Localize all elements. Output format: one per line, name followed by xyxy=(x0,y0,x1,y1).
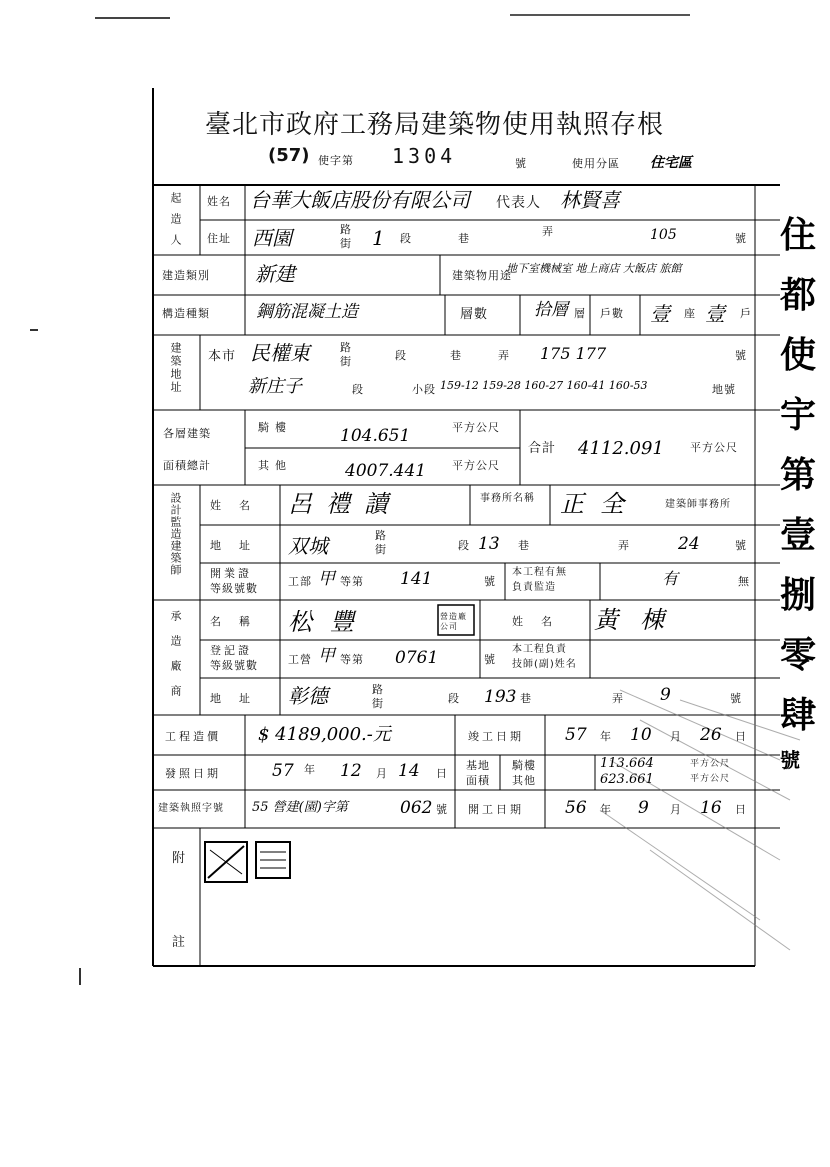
applicant-name-value: 台華大飯店股份有限公司 xyxy=(250,188,470,212)
building-use-value: 地下室機械室 地上商店 大飯店 旅館 xyxy=(506,262,682,275)
applicant-rep-label: 代表人 xyxy=(496,195,541,211)
contractor-lane-value: 193 xyxy=(484,687,517,707)
designer-lane-label: 巷 xyxy=(518,539,530,552)
start-day: 16 xyxy=(700,798,722,818)
zone-value: 住宅區 xyxy=(650,155,692,171)
applicant-addr-district: 西園 xyxy=(252,226,292,250)
blocks-unit: 座 xyxy=(684,307,696,320)
floors-unit: 層 xyxy=(574,307,586,320)
site-road-value: 民權東 xyxy=(250,341,310,365)
applicant-rep-value: 林賢喜 xyxy=(560,188,620,212)
applicant-section-label: 段 xyxy=(400,232,412,245)
issue-year: 57 xyxy=(272,761,294,781)
site-number-value: 175 177 xyxy=(540,344,607,363)
base-other-unit: 平方公尺 xyxy=(690,774,731,784)
designer-office-label: 事務所名稱 xyxy=(480,493,535,504)
designer-road-label: 路 xyxy=(375,529,387,542)
designer-office-value: 正全 xyxy=(560,490,640,518)
designer-license-grade-label: 等第 xyxy=(340,575,364,588)
completion-year-label: 年 xyxy=(600,730,612,743)
building-permit-value: 55 營建(園)字第 xyxy=(252,800,348,815)
applicant-number-value: 105 xyxy=(650,227,677,243)
designer-license-grade: 甲 xyxy=(318,569,335,589)
site-label: 建築地址 xyxy=(169,342,182,394)
permit-type-label: 使字第 xyxy=(318,154,354,167)
site-number-label: 號 xyxy=(735,349,747,362)
contractor-addr-label: 地址 xyxy=(210,692,268,705)
contractor-number-value: 9 xyxy=(660,685,671,705)
applicant-addr-label: 住址 xyxy=(207,232,231,245)
contractor-section-label: 段 xyxy=(448,692,460,705)
contractor-tech-label2: 技師(副)姓名 xyxy=(512,659,577,670)
side-char: 壹 xyxy=(780,514,817,556)
base-area-label2: 面積 xyxy=(466,774,490,787)
site-city: 本市 xyxy=(208,349,237,364)
site-alley-label: 弄 xyxy=(498,349,510,362)
side-stamp-text xyxy=(780,205,830,775)
structure-label: 構造種類 xyxy=(162,307,210,320)
contractor-person-value: 黃棟 xyxy=(594,606,686,634)
contractor-street-label: 街 xyxy=(372,697,384,710)
form-title: 臺北市政府工務局建築物使用執照存根 xyxy=(205,110,665,140)
contractor-tech-label1: 本工程負責 xyxy=(512,644,567,655)
other-area-label: 其他 xyxy=(258,459,292,472)
side-char: 肆 xyxy=(780,694,817,736)
contractor-reg-prefix: 工營 xyxy=(288,653,312,666)
designer-lane-value: 13 xyxy=(478,534,500,554)
designer-number-value: 24 xyxy=(678,534,700,554)
contractor-lane-label: 巷 xyxy=(520,692,532,705)
start-date-label: 開工日期 xyxy=(468,803,524,816)
building-use-label: 建築物用途 xyxy=(452,269,512,282)
issue-year-label: 年 xyxy=(304,763,316,776)
designer-office-suffix: 建築師事務所 xyxy=(665,499,731,510)
side-char: 都 xyxy=(780,274,817,316)
total-area-value: 4112.091 xyxy=(578,438,664,459)
base-arcade-unit: 平方公尺 xyxy=(690,759,731,769)
base-area-label1: 基地 xyxy=(466,759,490,772)
designer-license-label2: 等級號數 xyxy=(210,582,258,595)
start-month: 9 xyxy=(638,798,649,818)
issue-date-label: 發照日期 xyxy=(165,767,221,780)
other-area-unit: 平方公尺 xyxy=(452,459,500,472)
responsible-suffix: 無 xyxy=(738,575,750,588)
completion-year: 57 xyxy=(565,725,587,745)
start-year: 56 xyxy=(565,798,587,818)
side-char: 零 xyxy=(780,634,817,676)
contractor-addr-value: 彰德 xyxy=(288,684,328,708)
base-other-value: 623.661 xyxy=(600,772,654,787)
construction-type-value: 新建 xyxy=(255,262,295,286)
responsible-value: 有 xyxy=(662,569,679,588)
permit-number: 1304 xyxy=(392,144,457,168)
designer-street-label: 街 xyxy=(375,543,387,556)
site-section-label: 段 xyxy=(395,349,407,362)
total-area-label: 合計 xyxy=(528,441,557,456)
designer-name-value: 呂禮讀 xyxy=(288,490,402,518)
permit-no-suffix: 號 xyxy=(515,157,527,170)
units-unit: 戶 xyxy=(740,307,752,320)
side-char: 第 xyxy=(780,454,817,496)
other-area-value: 4007.441 xyxy=(345,461,427,481)
issue-day: 14 xyxy=(398,761,420,781)
site-lot-value: 159-12 159-28 160-27 160-41 160-53 xyxy=(440,379,648,392)
base-other-label: 其他 xyxy=(512,774,536,787)
side-char: 號 xyxy=(780,748,800,772)
structure-value: 鋼筋混凝土造 xyxy=(256,302,358,322)
designer-addr-label: 地址 xyxy=(210,539,268,552)
contractor-name-value: 松豐 xyxy=(288,608,372,636)
arcade-value: 104.651 xyxy=(340,426,411,446)
responsible-label1: 本工程有無 xyxy=(512,567,567,578)
designer-alley-label: 弄 xyxy=(618,539,630,552)
side-char: 住 xyxy=(780,214,817,256)
contractor-number-label: 號 xyxy=(730,692,742,705)
contractor-person-label: 姓名 xyxy=(512,615,570,628)
permit-year: (57) xyxy=(268,145,310,166)
applicant-alley-label: 弄 xyxy=(542,225,554,238)
site-section-label2: 段 xyxy=(352,383,364,396)
applicant-street-label: 街 xyxy=(340,237,352,250)
start-year-label: 年 xyxy=(600,803,612,816)
applicant-road-label: 路 xyxy=(340,223,352,236)
contractor-name-label: 名稱 xyxy=(210,615,268,628)
designer-license-prefix: 工部 xyxy=(288,575,312,588)
site-lot-suffix: 地號 xyxy=(712,383,736,396)
contractor-reg-suffix: 號 xyxy=(484,653,496,666)
side-char: 宇 xyxy=(780,394,817,436)
issue-day-label: 日 xyxy=(436,767,448,780)
units-value: 壹 xyxy=(705,302,725,326)
arcade-unit: 平方公尺 xyxy=(452,421,500,434)
blocks-value: 壹 xyxy=(650,302,670,326)
construction-type-label: 建造類別 xyxy=(162,269,210,282)
contractor-alley-label: 弄 xyxy=(612,692,624,705)
applicant-name-label: 姓名 xyxy=(207,195,231,208)
responsible-label2: 負責監造 xyxy=(512,582,556,593)
arcade-label: 騎樓 xyxy=(258,421,292,434)
total-area-unit: 平方公尺 xyxy=(690,441,738,454)
start-month-label: 月 xyxy=(670,803,682,816)
site-lot-label: 小段 xyxy=(412,383,436,396)
issue-month: 12 xyxy=(340,761,362,781)
contractor-group-label: 承造廠商 xyxy=(169,610,182,710)
issue-month-label: 月 xyxy=(376,767,388,780)
designer-license-label1: 開業證 xyxy=(210,567,252,580)
contractor-reg-label1: 登記證 xyxy=(210,644,252,657)
contractor-reg-no: 0761 xyxy=(395,648,439,668)
applicant-lane-label: 巷 xyxy=(458,232,470,245)
completion-day-label: 日 xyxy=(735,730,747,743)
contractor-road-label: 路 xyxy=(372,683,384,696)
completion-month: 10 xyxy=(630,725,652,745)
area-label-1: 各層建築 xyxy=(163,427,211,440)
area-label-2: 面積總計 xyxy=(163,459,211,472)
completion-month-label: 月 xyxy=(670,730,682,743)
base-arcade-value: 113.664 xyxy=(600,756,654,771)
building-permit-suffix: 號 xyxy=(436,803,448,816)
contractor-reg-grade: 甲 xyxy=(318,646,335,666)
building-permit-label: 建築執照字號 xyxy=(158,803,224,814)
designer-name-label: 姓名 xyxy=(210,499,268,512)
remarks-label-2: 註 xyxy=(172,935,187,950)
designer-number-label: 號 xyxy=(735,539,747,552)
designer-section-label: 段 xyxy=(458,539,470,552)
side-char: 捌 xyxy=(780,574,817,616)
cost-label: 工程造價 xyxy=(165,730,221,743)
units-label: 戶數 xyxy=(600,307,624,320)
site-street-label: 街 xyxy=(340,355,352,368)
side-char: 使 xyxy=(780,334,817,376)
applicant-number-label: 號 xyxy=(735,232,747,245)
remarks-label-1: 附 xyxy=(172,851,187,866)
applicant-group-label: 起造人 xyxy=(169,192,182,255)
applicant-section-value: 1 xyxy=(372,226,385,250)
contractor-reg-grade-label: 等第 xyxy=(340,653,364,666)
building-permit-number: 062 xyxy=(400,798,433,818)
contractor-reg-label2: 等級號數 xyxy=(210,659,258,672)
start-day-label: 日 xyxy=(735,803,747,816)
cost-value: $ 4189,000.-元 xyxy=(258,724,391,745)
completion-label: 竣工日期 xyxy=(468,730,524,743)
floors-value: 拾層 xyxy=(534,300,568,320)
site-district-value: 新庄子 xyxy=(248,376,302,397)
floors-label: 層數 xyxy=(460,307,489,322)
designer-addr-value: 双城 xyxy=(288,534,328,558)
contractor-name-suffix: 營造廠公司 xyxy=(440,612,467,631)
completion-day: 26 xyxy=(700,725,722,745)
designer-group-label: 設計監造建築師 xyxy=(169,492,182,576)
zone-label: 使用分區 xyxy=(572,157,620,170)
designer-license-suffix: 號 xyxy=(484,575,496,588)
site-lane-label: 巷 xyxy=(450,349,462,362)
designer-license-no: 141 xyxy=(400,569,433,589)
base-arcade-label: 騎樓 xyxy=(512,759,536,772)
site-road-label: 路 xyxy=(340,341,352,354)
